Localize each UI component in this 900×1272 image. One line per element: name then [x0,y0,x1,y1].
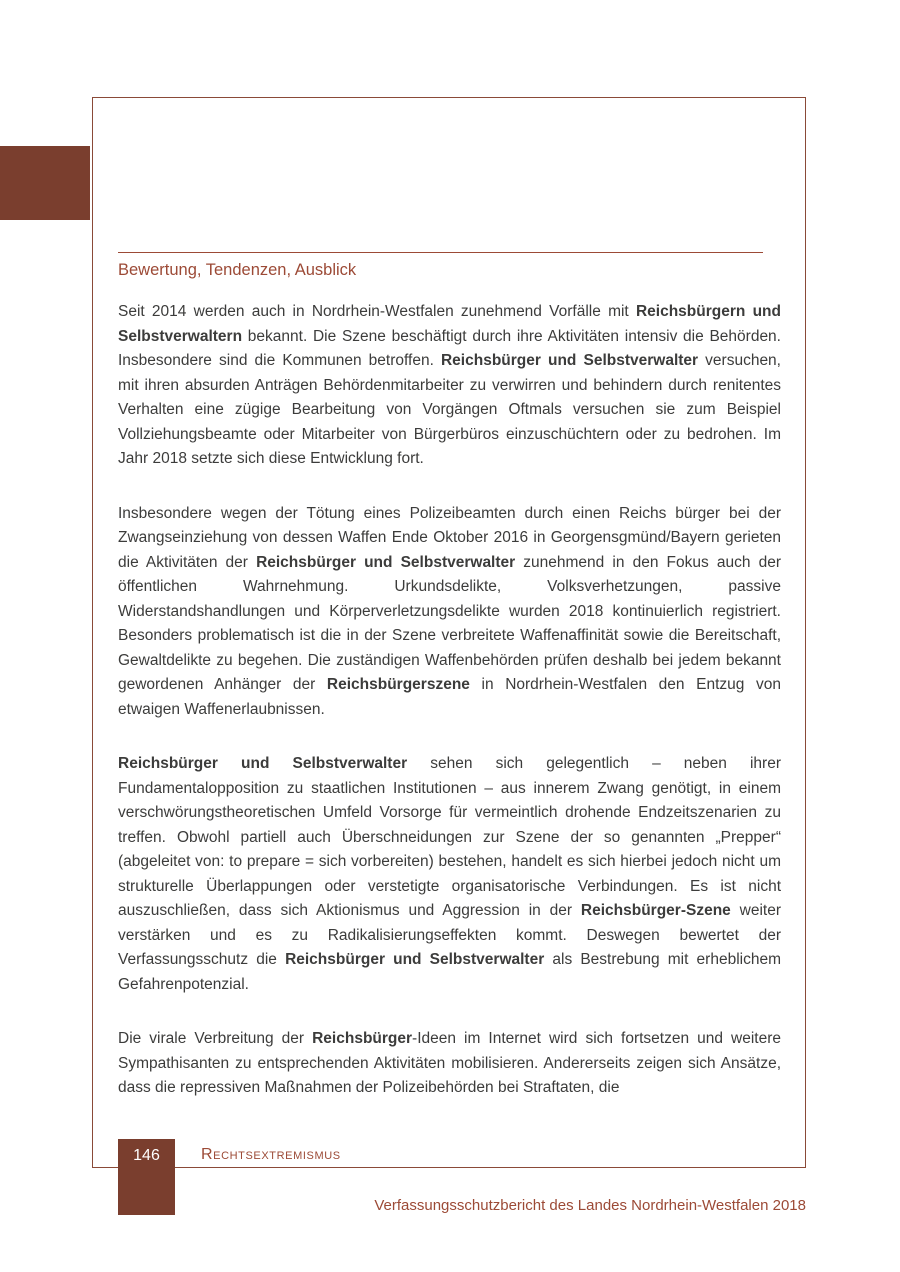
text-run: -Ideen im Internet wird sich fortsetzen und weitere Sympathisanten zu entsprechenden Aktivitäten mobilisieren. Andererseits zeigen sich Ansätze, dass die repressiven Maßnahmen der Polizeibehörden bei Straftaten, die [118,1030,781,1096]
text-run: Seit 2014 werden auch in Nordrhein-Westfalen zunehmend Vorfälle mit [118,303,636,320]
paragraph [118,752,781,997]
text-run: Insbesondere wegen der Tötung eines Polizeibeamten durch einen Reichs bürger bei der Zwangseinziehung von dessen Waffen Ende Oktober 2016 in Georgensgmünd/Bayern gerieten die Aktivitäten der [118,504,781,571]
page-number-box [118,1139,175,1215]
paragraph [118,502,781,723]
report-title-footer: Verfassungsschutzbericht des Landes Nordrhein-Westfalen 2018 [374,1197,806,1214]
text-run: bekannt. Die Szene beschäftigt durch ihre Aktivitäten intensiv die Behörden. Insbesondere sind die Kommunen betroffen. [118,327,781,369]
chapter-label: Rechtsextremismus [201,1146,341,1163]
bold-text-run: Reichsbürger [312,1030,413,1047]
bold-text-run: Reichsbürger-Szene [580,902,731,919]
bold-text-run: Reichsbürger und Selbstverwalter [256,553,516,571]
text-run: als Bestrebung mit erheblichem Gefahrenpotenzial. [118,951,781,993]
paragraph [118,300,781,472]
text-run: zunehmend in den Fokus auch der öffentlichen Wahrnehmung. Urkundsdelikte, Volksverhetzungen, passive Widerstandshandlungen und Körperverletzungsdelikte wurden 2018 kontinuierlich registriert. Besonders problematisch ist die in der Szene verbreitete Waffenaffinität sowie die Bereitschaft, Gewaltdelikte zu begehen. Die zuständigen Waffenbehörden prüfen deshalb bei jedem bekannt gewordenen Anhänger der [118,553,781,693]
bold-text-run: Reichsbürger und Selbstverwalter [118,755,408,772]
text-run: in Nordrhein-Westfalen den Entzug von etwaigen Waffenerlaubnissen. [118,676,781,718]
text-run: sehen sich gelegentlich – neben ihrer Fundamentalopposition zu staatlichen Institutionen – aus innerem Zwang genötigt, in einem verschwörungstheoretischen Umfeld Vorsorge für vermeintlich drohende Endzeitszenarien zu treffen. Obwohl partiell auch Überschneidungen zur Szene der so genannten „Prepper“ (abgeleitet von: to prepare = sich vorbereiten) bestehen, handelt es sich hierbei jedoch nicht um strukturelle Überlappungen oder verstetigte organisatorische Verbindungen. Es ist nicht auszuschließen, dass sich Aktionismus und Aggression in der [118,755,781,919]
bold-text-run: Reichsbürger und Selbstverwalter [285,951,545,968]
body-text-block [118,300,781,1131]
bold-text-run: Reichsbürgerszene [326,676,470,693]
page-number: 146 [133,1147,160,1164]
text-run: versuchen, mit ihren absurden Anträgen Behördenmitarbeiter zu verwirren und behindern durch renitentes Verhalten eine zügige Bearbeitung von Vorgängen Oftmals versuchen sie zum Beispiel Vollziehungsbeamte oder Mitarbeiter von Bürgerbüros einzuschüchtern oder zu bedrohen. Im Jahr 2018 setzte sich diese Entwicklung fort. [118,352,781,467]
section-heading: Bewertung, Tendenzen, Ausblick [118,261,357,279]
section-header [118,252,763,280]
bold-text-run: Reichsbürgern und Selbstverwaltern [118,303,781,345]
chapter-tab-marker [0,146,90,220]
paragraph [118,1027,781,1101]
bold-text-run: Reichsbürger und Selbstverwalter [440,352,699,369]
text-run: weiter verstärken und es zu Radikalisierungseffekten kommt. Deswegen bewertet der Verfassungsschutz die [118,902,782,968]
text-run: Die virale Verbreitung der [118,1030,313,1047]
